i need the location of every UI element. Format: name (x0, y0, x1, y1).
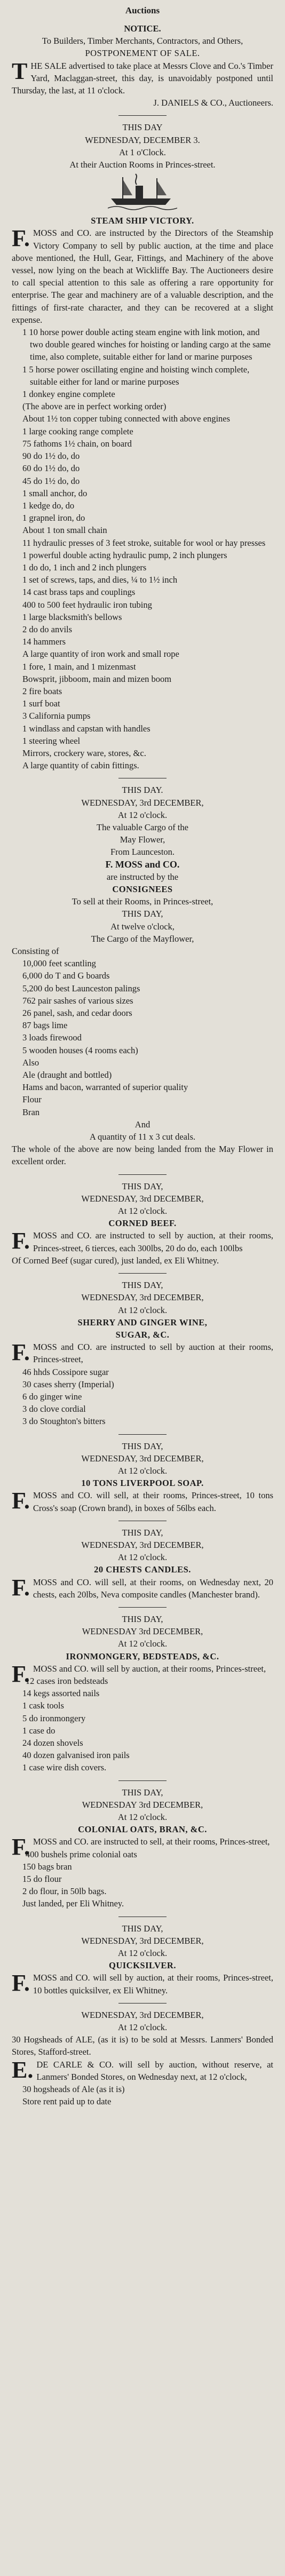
where-line: To sell at their Rooms, in Princes-street, (72, 896, 213, 907)
section-header: Auctions (125, 5, 160, 15)
list-item: 1 large blacksmith's bellows (22, 611, 122, 622)
lot-body: F.MOSS and CO. are instructed to sell by auction at their rooms, Princes-street, (12, 1339, 273, 1366)
divider (118, 1273, 167, 1274)
list-item: Ale (draught and bottled) (22, 1070, 112, 1080)
date-line: At 12 o'clock. (117, 1552, 168, 1563)
lot-body: F.MOSS and CO. will sell by auction, at their rooms, Princes-street, (12, 1660, 266, 1687)
mayflower-item-list (12, 957, 273, 1118)
ale-item-list (12, 2083, 273, 2108)
and-detail: A quantity of 11 x 3 cut deals. (89, 1132, 196, 1142)
lot-title: SUGAR, &C. (115, 1329, 170, 1340)
date-line: At 12 o'clock. (117, 1206, 168, 1217)
list-item: 1 case wire dish covers. (22, 1762, 107, 1773)
list-item: 15 do flour (22, 1874, 62, 1885)
sherry-item-list (12, 1366, 273, 1428)
consisting-line: Consisting of (12, 946, 59, 957)
list-item: 11 hydraulic presses of 3 feet stroke, suitable for wool or hay presses (22, 537, 266, 548)
list-item: 2 fire boats (22, 686, 62, 696)
list-item: 1 set of screws, taps, and dies, ¼ to 1½ inch (22, 575, 178, 585)
list-item: 75 fathoms 1½ chain, on board (22, 438, 132, 449)
date-line: WEDNESDAY 3rd DECEMBER, (82, 1799, 203, 1810)
list-item: 1 do do, 1 inch and 2 inch plungers (22, 562, 147, 573)
list-item: 1 fore, 1 main, and 1 mizenmast (22, 661, 136, 672)
victory-item-list (12, 326, 273, 772)
list-item: 1 cask tools (22, 1700, 64, 1711)
list-item: 14 kegs assorted nails (22, 1688, 100, 1699)
date-line: THIS DAY, (122, 1787, 163, 1798)
list-item: 40 dozen galvanised iron pails (22, 1750, 130, 1761)
date-line: THIS DAY, (122, 1441, 163, 1451)
date-line: THIS DAY, (122, 1280, 163, 1291)
date-line: THIS DAY, (122, 1923, 163, 1934)
lot-title: 10 TONS LIVERPOOL SOAP. (81, 1478, 204, 1489)
divider (118, 115, 167, 116)
consignees-title: CONSIGNEES (112, 884, 173, 894)
list-item: 3 loads firewood (22, 1032, 82, 1043)
date-line: At 12 o'clock. (117, 1305, 168, 1315)
date-line: WEDNESDAY, 3rd DECEMBER, (81, 1292, 204, 1303)
victory-intro: F.MOSS and CO. are instructed by the Directors of the Steamship Victory Company to sell by public auction, at the time and place above mentioned, the Hull, Gear, Fittings, and Machinery of the above vessel, now lying on the beach at Wickliffe Bay. The Auctioneers desire to call special attention to this sale as offering a rare opportunity for enterprise. The gear and machinery are of a valuable description, and the fittings of first-rate character, and they can be recovered at a slight expense. (12, 225, 273, 325)
lot-title: 20 CHESTS CANDLES. (94, 1564, 191, 1575)
list-item: About 1½ ton copper tubing connected with above engines (22, 414, 231, 424)
list-item: 46 hhds Cossipore sugar (22, 1366, 109, 1377)
list-item: A large quantity of iron work and small rope (22, 649, 179, 659)
ship-title: STEAM SHIP VICTORY. (91, 216, 194, 226)
lot-tail: Of Corned Beef (sugar cured), just landed, ex Eli Whitney. (12, 1255, 219, 1266)
divider (118, 1780, 167, 1781)
lot-title: QUICKSILVER. (109, 1960, 176, 1971)
date-line: WEDNESDAY, 3rd DECEMBER, (81, 797, 204, 808)
date-line: WEDNESDAY, 3rd DECEMBER, (81, 1453, 204, 1464)
lot-body: 30 Hogsheads of ALE, (as it is) to be sold at Messrs. Lanmers' Bonded Stores, Stafford-street. (12, 2034, 273, 2057)
date-line: THIS DAY (122, 122, 163, 133)
date-line: At 12 o'clock. (117, 2022, 168, 2033)
divider (118, 1607, 167, 1608)
date-line: At 12 o'clock. (117, 1639, 168, 1649)
when-line: THIS DAY, (122, 909, 163, 919)
date-line: WEDNESDAY, 3rd DECEMBER, (81, 1935, 204, 1946)
oats-item-list (12, 1848, 273, 1910)
list-item: 3 do Stoughton's bitters (22, 1416, 106, 1427)
list-item: 30 hogsheads of Ale (as it is) (22, 2084, 125, 2095)
list-item: 26 panel, sash, and cedar doors (22, 1008, 132, 1019)
list-item: 762 pair sashes of various sizes (22, 995, 133, 1006)
date-line: WEDNESDAY, 3rd DECEMBER, (81, 1193, 204, 1204)
date-line: At their Auction Rooms in Princes-street. (69, 160, 216, 170)
date-line: WEDNESDAY, 3rd DECEMBER, (81, 2009, 204, 2020)
date-line: THIS DAY, (122, 1613, 163, 1624)
list-item: 14 hammers (22, 637, 66, 647)
list-item: 90 do 1½ do, do (22, 451, 80, 462)
list-item: 5,200 do best Launceston palings (22, 983, 140, 993)
list-item: 1 surf boat (22, 698, 60, 709)
when-line: The Cargo of the Mayflower, (91, 933, 194, 944)
list-item: 6,000 do T and G boards (22, 971, 110, 981)
list-item: 1 kedge do, do (22, 500, 75, 511)
instructed-line: are instructed by the (106, 871, 179, 882)
list-item: 1 windlass and capstan with handles (22, 723, 151, 734)
list-item: Also (22, 1057, 39, 1068)
lot-body: F.MOSS and CO. are instructed to sell by auction, at their rooms, Princes-street, 6 tierces, each 300lbs, 20 do do, each 100lbs (12, 1228, 273, 1254)
notice-body: THE SALE advertised to take place at Messrs Clove and Co.'s Timber Yard, Maclaggan-street, this day, is unavoidably postponed until Thursday, the last, at 11 o'clock. (12, 58, 273, 96)
list-item: 12 cases iron bedsteads (25, 1675, 108, 1686)
list-item: 2 do flour, in 50lb bags. (22, 1886, 107, 1897)
list-item: 87 bags lime (22, 1020, 68, 1031)
list-item: Bowsprit, jibboom, main and mizen boom (22, 673, 172, 684)
list-item: Bran (22, 1107, 40, 1117)
list-item: 60 do 1½ do, do (22, 463, 80, 474)
list-item: 6 do ginger wine (22, 1391, 82, 1402)
list-item: 5 wooden houses (4 rooms each) (22, 1045, 138, 1055)
cargo-line: May Flower, (120, 834, 165, 845)
lot-title: SHERRY AND GINGER WINE, (77, 1317, 208, 1327)
date-line: THIS DAY. (122, 785, 163, 796)
list-item: 1 steering wheel (22, 735, 81, 746)
divider (118, 1174, 167, 1175)
date-line: WEDNESDAY, 3rd DECEMBER, (81, 1539, 204, 1550)
lot-body: F.MOSS and CO. are instructed to sell, at their rooms, Princes-street, (12, 1834, 270, 1861)
list-item: Store rent paid up to date (22, 2096, 112, 2107)
list-item: About 1 ton small chain (22, 525, 107, 536)
lot-title: COLONIAL OATS, BRAN, &C. (78, 1824, 207, 1835)
cargo-line: From Launceston. (110, 847, 175, 857)
date-line: At 12 o'clock. (117, 809, 168, 820)
list-item: 14 cast brass taps and couplings (22, 587, 136, 598)
list-item: Flour (22, 1094, 42, 1105)
notice-line: To Builders, Timber Merchants, Contractors, and Others, (42, 36, 243, 46)
list-item: 1 10 horse power double acting steam engine with link motion, and two double geared winches for hoisting or landing cargo at the same time, also complete, suitable either for land or marine purposes (22, 327, 271, 362)
list-item: 24 dozen shovels (22, 1738, 83, 1748)
and-line: And (134, 1119, 151, 1130)
list-item: 150 bags bran (22, 1861, 72, 1872)
divider (118, 1434, 167, 1435)
lot-body: E.DE CARLE & CO. will sell by auction, without reserve, at Lanmers' Bonded Stores, on Wednesday next, at 12 o'clock, (12, 2056, 273, 2083)
lot-body: F.MOSS and CO. will sell, at their rooms, Princes-street, 10 tons Cross's soap (Crown brand), in boxes of 56lbs each. (12, 1488, 273, 1514)
date-line: THIS DAY, (122, 1181, 163, 1191)
list-item: 400 to 500 feet hydraulic iron tubing (22, 599, 152, 610)
date-line: WEDNESDAY, DECEMBER 3. (85, 134, 200, 145)
date-line: At 12 o'clock. (117, 1465, 168, 1476)
list-item: 1 large cooking range complete (22, 426, 133, 436)
mayflower-note: The whole of the above are now being landed from the May Flower in excellent order. (12, 1144, 273, 1167)
lot-body: F.MOSS and CO. will sell, at their rooms, on Wednesday next, 20 chests, each 20lbs, Neva composite candles (Manchester brand). (12, 1574, 273, 1601)
list-item: 1 5 horse power oscillating engine and hoisting winch complete, suitable either for land or marine purposes (22, 364, 250, 387)
list-item: 1 donkey engine complete (22, 389, 115, 400)
notice-title: NOTICE. (124, 23, 161, 34)
list-item: 10,000 feet scantling (22, 958, 96, 969)
firm-name: F. MOSS and CO. (105, 858, 180, 870)
list-item: 5 do ironmongery (22, 1713, 86, 1723)
list-item: (The above are in perfect working order) (22, 401, 167, 412)
date-line: At 1 o'Clock. (119, 147, 166, 157)
lot-title: IRONMONGERY, BEDSTEADS, &C. (66, 1651, 219, 1661)
list-item: 45 do 1½ do, do (22, 475, 80, 486)
date-line: THIS DAY, (122, 1527, 163, 1538)
notice-signature: J. DANIELS & CO., Auctioneers. (153, 98, 273, 108)
list-item: 3 do clove cordial (22, 1404, 86, 1414)
steamship-icon (108, 173, 177, 212)
date-line: WEDNESDAY 3rd DECEMBER, (82, 1626, 203, 1637)
date-line: At 12 o'clock. (117, 1948, 168, 1959)
list-item: 1 small anchor, do (22, 488, 88, 498)
iron-item-list (12, 1675, 273, 1774)
list-item: 30 cases sherry (Imperial) (22, 1379, 114, 1389)
date-line: At 12 o'clock. (117, 1812, 168, 1823)
cargo-line: The valuable Cargo of the (97, 822, 188, 832)
lot-body: F.MOSS and CO. will sell by auction, at their rooms, Princes-street, 10 bottles quicksilver, ex Eli Whitney. (12, 1970, 273, 1997)
when-line: At twelve o'clock, (110, 921, 175, 932)
list-item: 1 case do (22, 1725, 56, 1736)
lot-title: CORNED BEEF. (108, 1218, 177, 1229)
list-item: 2 do do anvils (22, 624, 73, 634)
list-item: Just landed, per Eli Whitney. (22, 1898, 124, 1909)
list-item: 3 California pumps (22, 711, 91, 721)
notice-line: POSTPONEMENT OF SALE. (85, 48, 200, 59)
list-item: 1 powerful double acting hydraulic pump, 2 inch plungers (22, 550, 227, 560)
list-item: 400 bushels prime colonial oats (25, 1849, 137, 1859)
list-item: Hams and bacon, warranted of superior quality (22, 1082, 188, 1093)
list-item: A large quantity of cabin fittings. (22, 760, 139, 771)
list-item: Mirrors, crockery ware, stores, &c. (22, 748, 146, 758)
list-item: 1 grapnel iron, do (22, 513, 85, 523)
